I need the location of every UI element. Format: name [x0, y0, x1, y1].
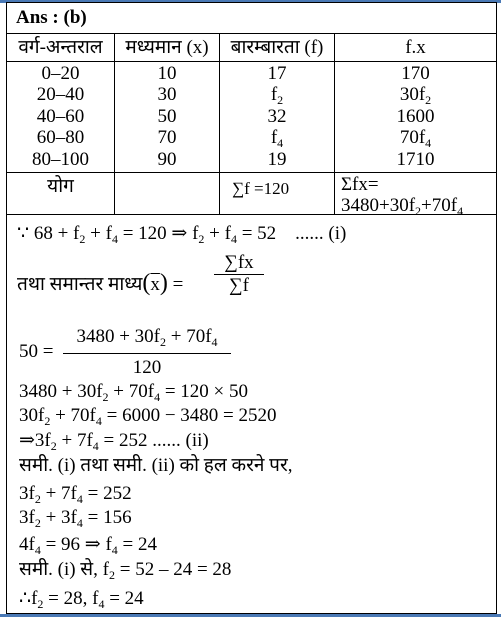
header-interval: वर्ग-अन्तराल: [18, 37, 103, 58]
cell-interval: 40–60: [36, 105, 85, 127]
sum-f: ∑f =120: [232, 179, 290, 198]
cell-fx: 1710: [396, 148, 435, 170]
equation-1: ∵ $68 + f_2 + f_4 = 120$ ⇒ $f_2 + f_4 = 52$ ...... (i): [17, 223, 347, 246]
mean-formula-label: तथा समान्तर $माध्य(\overline{x})$ =: [17, 270, 184, 296]
cell-interval: 20–40: [36, 84, 85, 106]
cell-fx: $70f_4$: [399, 127, 432, 151]
header-midpoint: मध्यमान (x): [125, 37, 209, 58]
cell-x: 90: [157, 148, 177, 170]
cell-f: 19: [267, 148, 287, 170]
solution-line: $\therefore f_2 = 28$, $f_4 = 24$: [19, 588, 144, 611]
answer-label: Ans : (b): [16, 7, 87, 28]
cell-interval: 80–100: [32, 148, 89, 170]
rule-under-answer: [6, 33, 497, 34]
cell-x: 10: [157, 63, 177, 84]
fraction-bar: [63, 353, 231, 354]
sum-fx-line2: $3480+30f_2+70f_4$: [341, 195, 464, 218]
header-frequency: बारम्बारता (f): [230, 37, 324, 58]
solution-line: $3f_2 + 3f_4 = 156$: [19, 507, 132, 530]
cell-interval: 0–20: [41, 63, 80, 84]
cell-fx: 1600: [396, 105, 435, 127]
solution-line: $3f_2 + 7f_4 = 252$: [19, 483, 132, 506]
header-fx: f.x: [405, 37, 426, 58]
cell-f: $f_2$: [270, 84, 284, 108]
cell-f: 32: [267, 105, 287, 127]
solution-line: $3480 + 30f_2 + 70f_4 = 120 \times 50$: [19, 381, 249, 404]
solution-line: $\Rightarrow 3f_2 + 7f_4 = 252$ ...... (ii): [19, 430, 209, 453]
solution-line: $30f_2 + 70f_4 = 6000 - 3480 = 2520$: [19, 405, 277, 428]
cell-x: 70: [157, 127, 177, 149]
solution-line: समी. (i) से, $f_2 = 52 - 24 = 28$: [19, 559, 232, 582]
mean-fraction: [214, 252, 264, 297]
cell-x: 50: [157, 105, 177, 127]
eq2-numerator: $3480 + 30f_2 + 70f_4$: [76, 326, 218, 349]
mean-numerator: ∑fx: [224, 252, 254, 273]
rule-under-rows: [6, 172, 497, 173]
sum-fx-line1: Σfx=: [341, 174, 379, 195]
eq2-lhs: 50 =: [19, 341, 54, 362]
cell-x: 30: [157, 84, 177, 106]
solution-line: समी. (i) तथा समी. (ii) को हल करने पर,: [19, 455, 293, 476]
total-label: योग: [47, 176, 74, 197]
rule-under-header: [6, 61, 497, 62]
cell-fx: $30f_2$: [399, 84, 432, 108]
cell-f: 17: [267, 63, 287, 84]
mean-denominator: ∑f: [229, 275, 249, 296]
solution-line: $4f_4 = 96$ ⇒ $f_4 = 24$: [19, 534, 158, 557]
eq2-fraction: [63, 326, 231, 379]
cell-fx: 170: [401, 63, 430, 84]
cell-interval: 60–80: [36, 127, 85, 149]
eq2-denominator: 120: [132, 357, 162, 378]
cell-f: $f_4$: [270, 127, 284, 151]
